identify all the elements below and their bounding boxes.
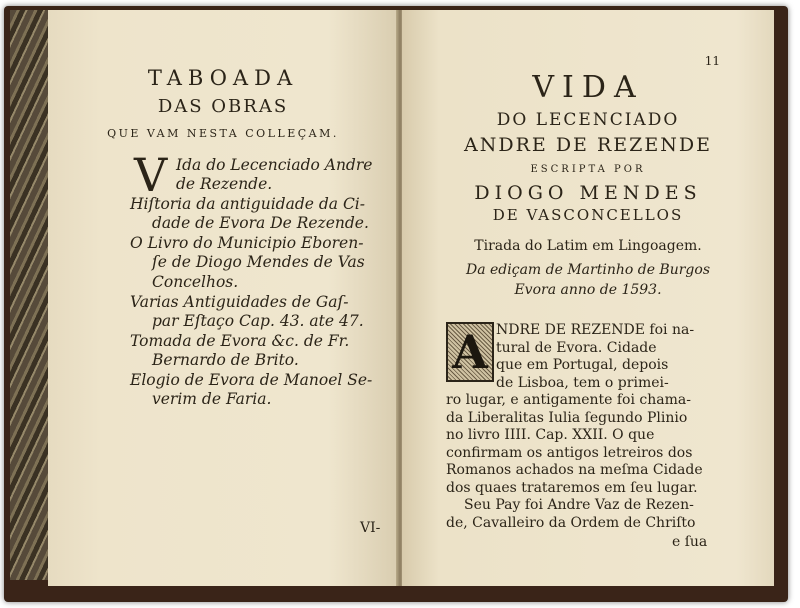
toc-entry: Elogio de Evora de Manoel Se-	[130, 371, 373, 389]
body-line: confirmam os antigos letreiros dos	[446, 445, 693, 461]
catchword: VI-	[360, 520, 381, 536]
body-line: Seu Pay foi Andre Vaz de Rezen-	[464, 497, 694, 513]
dropcap-v: V	[134, 148, 168, 202]
body-line: NDRE DE REZENDE foi na-	[496, 322, 695, 338]
heading-line: DE VASCONCELLOS	[492, 206, 684, 224]
heading-line: DO LECENCIADO	[496, 110, 680, 130]
heading-line: Tirada do Latim em Lingoagem.	[474, 238, 702, 254]
page-number: 11	[704, 54, 720, 68]
right-page-title: VIDA	[532, 70, 644, 105]
body-line: de, Cavalleiro da Ordem de Chriſto	[446, 515, 696, 531]
left-page-subtitle: DAS OBRAS	[157, 96, 289, 117]
heading-line: DIOGO MENDES	[474, 182, 702, 204]
left-page-subtitle-2: QUE VAM NESTA COLLEÇAM.	[107, 127, 339, 140]
body-line: ro lugar, e antigamente foi chama-	[446, 392, 691, 408]
body-line: que em Portugal, depois	[496, 357, 669, 373]
toc-entry: Ida do Lecenciado Andre	[176, 156, 373, 174]
heading-line: Evora anno de 1593.	[514, 282, 662, 298]
heading-line: Da ediçam de Martinho de Burgos	[465, 262, 710, 278]
heading-line: ESCRIPTA POR	[530, 164, 646, 175]
toc-entry: ſe de Diogo Mendes de Vas	[152, 253, 365, 271]
dropcap-letter: A	[452, 325, 488, 379]
toc-entry: Concelhos.	[152, 273, 239, 291]
right-page	[402, 10, 774, 586]
toc-entry: Varias Antiguidades de Gaſ-	[130, 293, 349, 311]
body-line: Romanos achados na meſma Cidade	[446, 462, 703, 478]
body-line: e ſua	[672, 534, 708, 550]
body-line: de Lisboa, tem o primei-	[496, 375, 669, 391]
body-line: no livro IIII. Cap. XXII. O que	[446, 427, 655, 443]
left-page	[48, 10, 398, 586]
toc-entry: par Eſtaço Cap. 43. ate 47.	[152, 312, 364, 330]
left-page-title: TABOADA	[147, 66, 299, 90]
dropcap-a	[446, 322, 494, 382]
body-line: da Liberalitas Iulia ſegundo Plinio	[446, 410, 688, 426]
toc-entry: dade de Evora De Rezende.	[152, 214, 369, 232]
heading-line: ANDRE DE REZENDE	[464, 134, 712, 156]
body-line: dos quaes trataremos em ſeu lugar.	[446, 480, 698, 496]
toc-entry: O Livro do Municipio Eboren-	[130, 234, 364, 252]
toc-entry: de Rezende.	[176, 175, 273, 193]
toc-entry: Tomada de Evora &c. de Fr.	[130, 332, 350, 350]
body-line: tural de Evora. Cidade	[496, 340, 657, 356]
toc-entry: Bernardo de Brito.	[152, 351, 299, 369]
toc-entry: verim de Faria.	[152, 390, 272, 408]
marbled-endpaper	[10, 10, 50, 580]
toc-entry: Hiſtoria da antiguidade da Ci-	[130, 195, 365, 213]
